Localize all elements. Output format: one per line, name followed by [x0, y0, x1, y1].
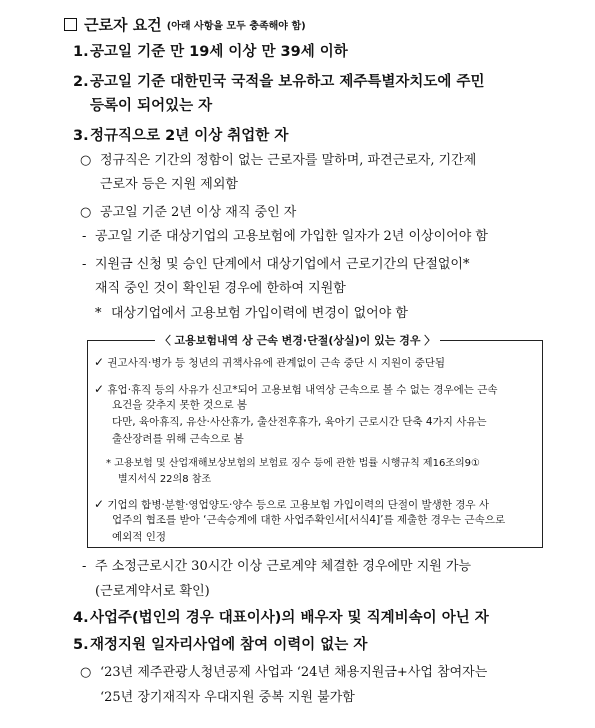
requirement-3: 3.정규직으로 2년 이상 취업한 자: [73, 128, 289, 144]
box-item-3-cont: 예외적 인정: [112, 531, 167, 543]
dash-item-2-cont: 재직 중인 것이 확인된 경우에 한하여 지원함: [95, 281, 346, 296]
asterisk-marker: *: [95, 306, 102, 321]
requirement-1-text: 공고일 기준 만 19세 이상 만 39세 이하: [90, 44, 348, 60]
exception-box-title: 〈 고용보험내역 상 근속 변경·단절(상실)이 있는 경우 〉: [0, 332, 595, 348]
requirement-2: 2.공고일 기준 대한민국 국적을 보유하고 제주특별자치도에 주민: [73, 74, 485, 90]
dash-bullet: -: [82, 559, 87, 574]
box-item-2-cont: 다만, 육아휴직, 유산·사산휴가, 출산전후휴가, 육아기 근로시간 단축 4가지 사유는: [112, 416, 487, 428]
circle-item-2: ○ 공고일 기준 2년 이상 재직 중인 자: [80, 203, 296, 223]
circle-bullet-icon: ○: [80, 205, 92, 220]
dash-bullet: -: [82, 257, 87, 272]
box-footnote: * 고용보험 및 산업재해보상보험의 보험료 징수 등에 관한 법률 시행규칙 제16조의9①: [106, 458, 480, 469]
star-note: * 대상기업에서 고용보험 가입이력에 변경이 없어야 함: [95, 304, 408, 324]
box-item-1: ✓ 권고사직·병가 등 청년의 귀책사유에 관계없이 근속 중단 시 지원이 중단됨: [94, 355, 446, 369]
circle-item-1: ○ 정규직은 기간의 정함이 없는 근로자를 말하며, 파견근로자, 기간제: [80, 151, 476, 171]
requirement-4: 4.사업주(법인의 경우 대표이사)의 배우자 및 직계비속이 아닌 자: [73, 610, 489, 626]
section-title: 근로자 요건: [84, 16, 162, 34]
circle-bullet-icon: ○: [80, 153, 92, 168]
dash-item-2: - 지원금 신청 및 승인 단계에서 대상기업에서 근로기간의 단절없이*: [82, 255, 470, 275]
check-icon: ✓: [94, 355, 105, 369]
requirement-1: 1.공고일 기준 만 19세 이상 만 39세 이하: [73, 44, 348, 60]
dash-item-3: - 주 소정근로시간 30시간 이상 근로계약 체결한 경우에만 지원 가능: [82, 557, 471, 577]
box-item-3: ✓ 기업의 합병·분할·영업양도·양수 등으로 고용보험 가입이력의 단절이 발생한 경우 사: [94, 497, 489, 511]
requirement-5-text: 재정지원 일자리사업에 참여 이력이 없는 자: [90, 637, 368, 653]
requirement-2-text: 공고일 기준 대한민국 국적을 보유하고 제주특별자치도에 주민: [90, 74, 485, 90]
requirement-2-cont: 등록이 되어있는 자: [90, 98, 213, 114]
section-heading: [64, 14, 306, 35]
box-item-2-cont: 요건을 갖추지 못한 것으로 봄: [112, 399, 248, 411]
box-item-2: ✓ 휴업·휴직 등의 사유가 신고*되어 고용보험 내역상 근속으로 볼 수 없는 경우에는 근속: [94, 382, 498, 396]
dash-bullet: -: [82, 229, 87, 244]
requirement-5: 5.재정지원 일자리사업에 참여 이력이 없는 자: [73, 637, 368, 653]
circle-item-3: ○ ‘23년 제주관광人청년공제 사업과 ‘24년 채용지원금+사업 참여자는: [80, 663, 487, 683]
circle-bullet-icon: ○: [80, 665, 92, 680]
check-icon: ✓: [94, 497, 105, 511]
circle-item-1-cont: 근로자 등은 지원 제외함: [100, 177, 238, 192]
section-note: (아래 사항을 모두 충족해야 함): [166, 21, 306, 32]
dash-item-1: - 공고일 기준 대상기업의 고용보험에 가입한 일자가 2년 이상이어야 함: [82, 227, 488, 247]
checkbox-icon: [64, 18, 77, 31]
requirement-3-text: 정규직으로 2년 이상 취업한 자: [90, 128, 289, 144]
dash-item-3-cont: (근로계약서로 확인): [95, 584, 210, 599]
requirement-4-text: 사업주(법인의 경우 대표이사)의 배우자 및 직계비속이 아닌 자: [90, 610, 489, 626]
check-icon: ✓: [94, 382, 105, 396]
circle-item-3-cont: ‘25년 장기재직자 우대지원 중복 지원 불가함: [100, 690, 355, 705]
box-footnote-cont: 별지서식 22의8 참조: [118, 474, 212, 485]
box-item-2-cont: 출산장려를 위해 근속으로 봄: [112, 433, 244, 445]
box-item-3-cont: 업주의 협조를 받아 ‘근속승계에 대한 사업주확인서[서식4]’를 제출한 경우는 근속으로: [112, 514, 506, 526]
